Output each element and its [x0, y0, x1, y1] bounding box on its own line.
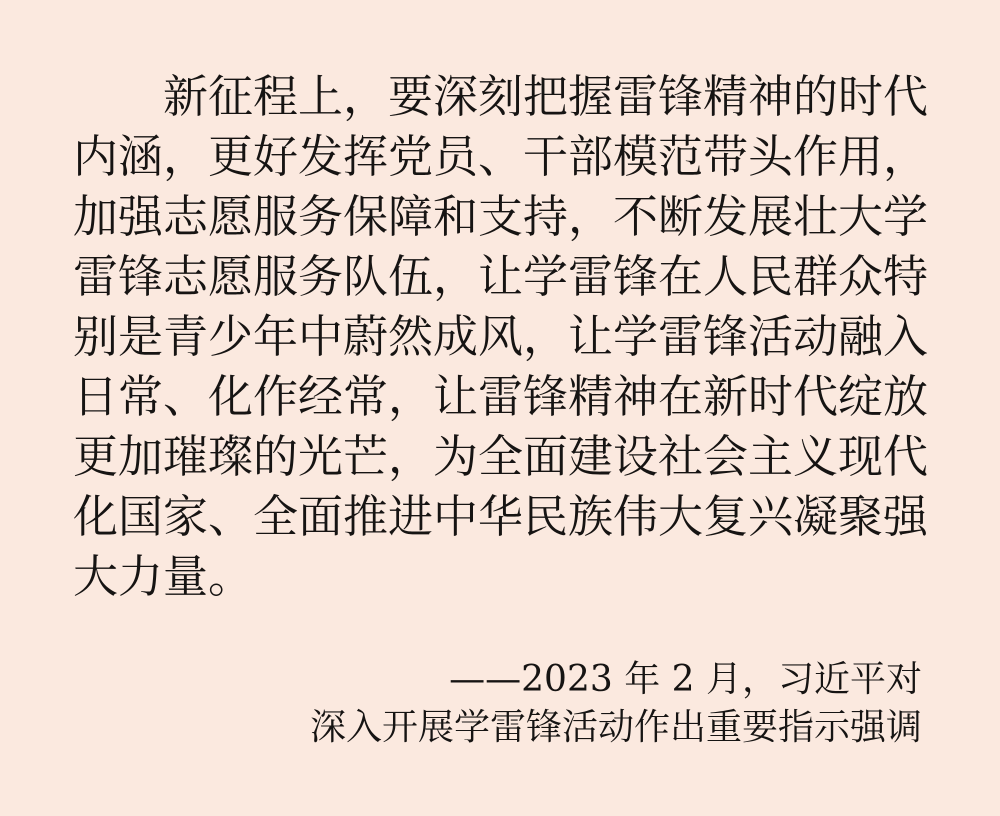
quote-line-2: 内涵，更好发挥党员、干部模范带头作用，: [73, 130, 929, 183]
quote-card: [73, 67, 928, 752]
quote-line-6: 日常、化作经常，让雷锋精神在新时代绽放: [73, 370, 929, 423]
quote-line-7: 更加璀璨的光芒，为全面建设社会主义现代: [73, 430, 929, 483]
attribution-line-2: 深入开展学雷锋活动作出重要指示强调: [309, 707, 922, 748]
quote-line-3: 加强志愿服务保障和支持，不断发展壮大学: [73, 190, 929, 243]
quote-line-5: 别是青少年中蔚然成风，让学雷锋活动融入: [73, 310, 929, 363]
quote-line-8: 化国家、全面推进中华民族伟大复兴凝聚强: [73, 490, 929, 543]
attribution: [73, 656, 922, 752]
quote-line-9: 大力量。: [73, 550, 254, 603]
quote-line-1: 新征程上，要深刻把握雷锋精神的时代: [163, 70, 929, 123]
quote-text: [73, 67, 928, 607]
quote-line-4: 雷锋志愿服务队伍，让学雷锋在人民群众特: [73, 250, 929, 303]
attribution-line-1: ——2023 年 2 月，习近平对: [449, 659, 922, 700]
